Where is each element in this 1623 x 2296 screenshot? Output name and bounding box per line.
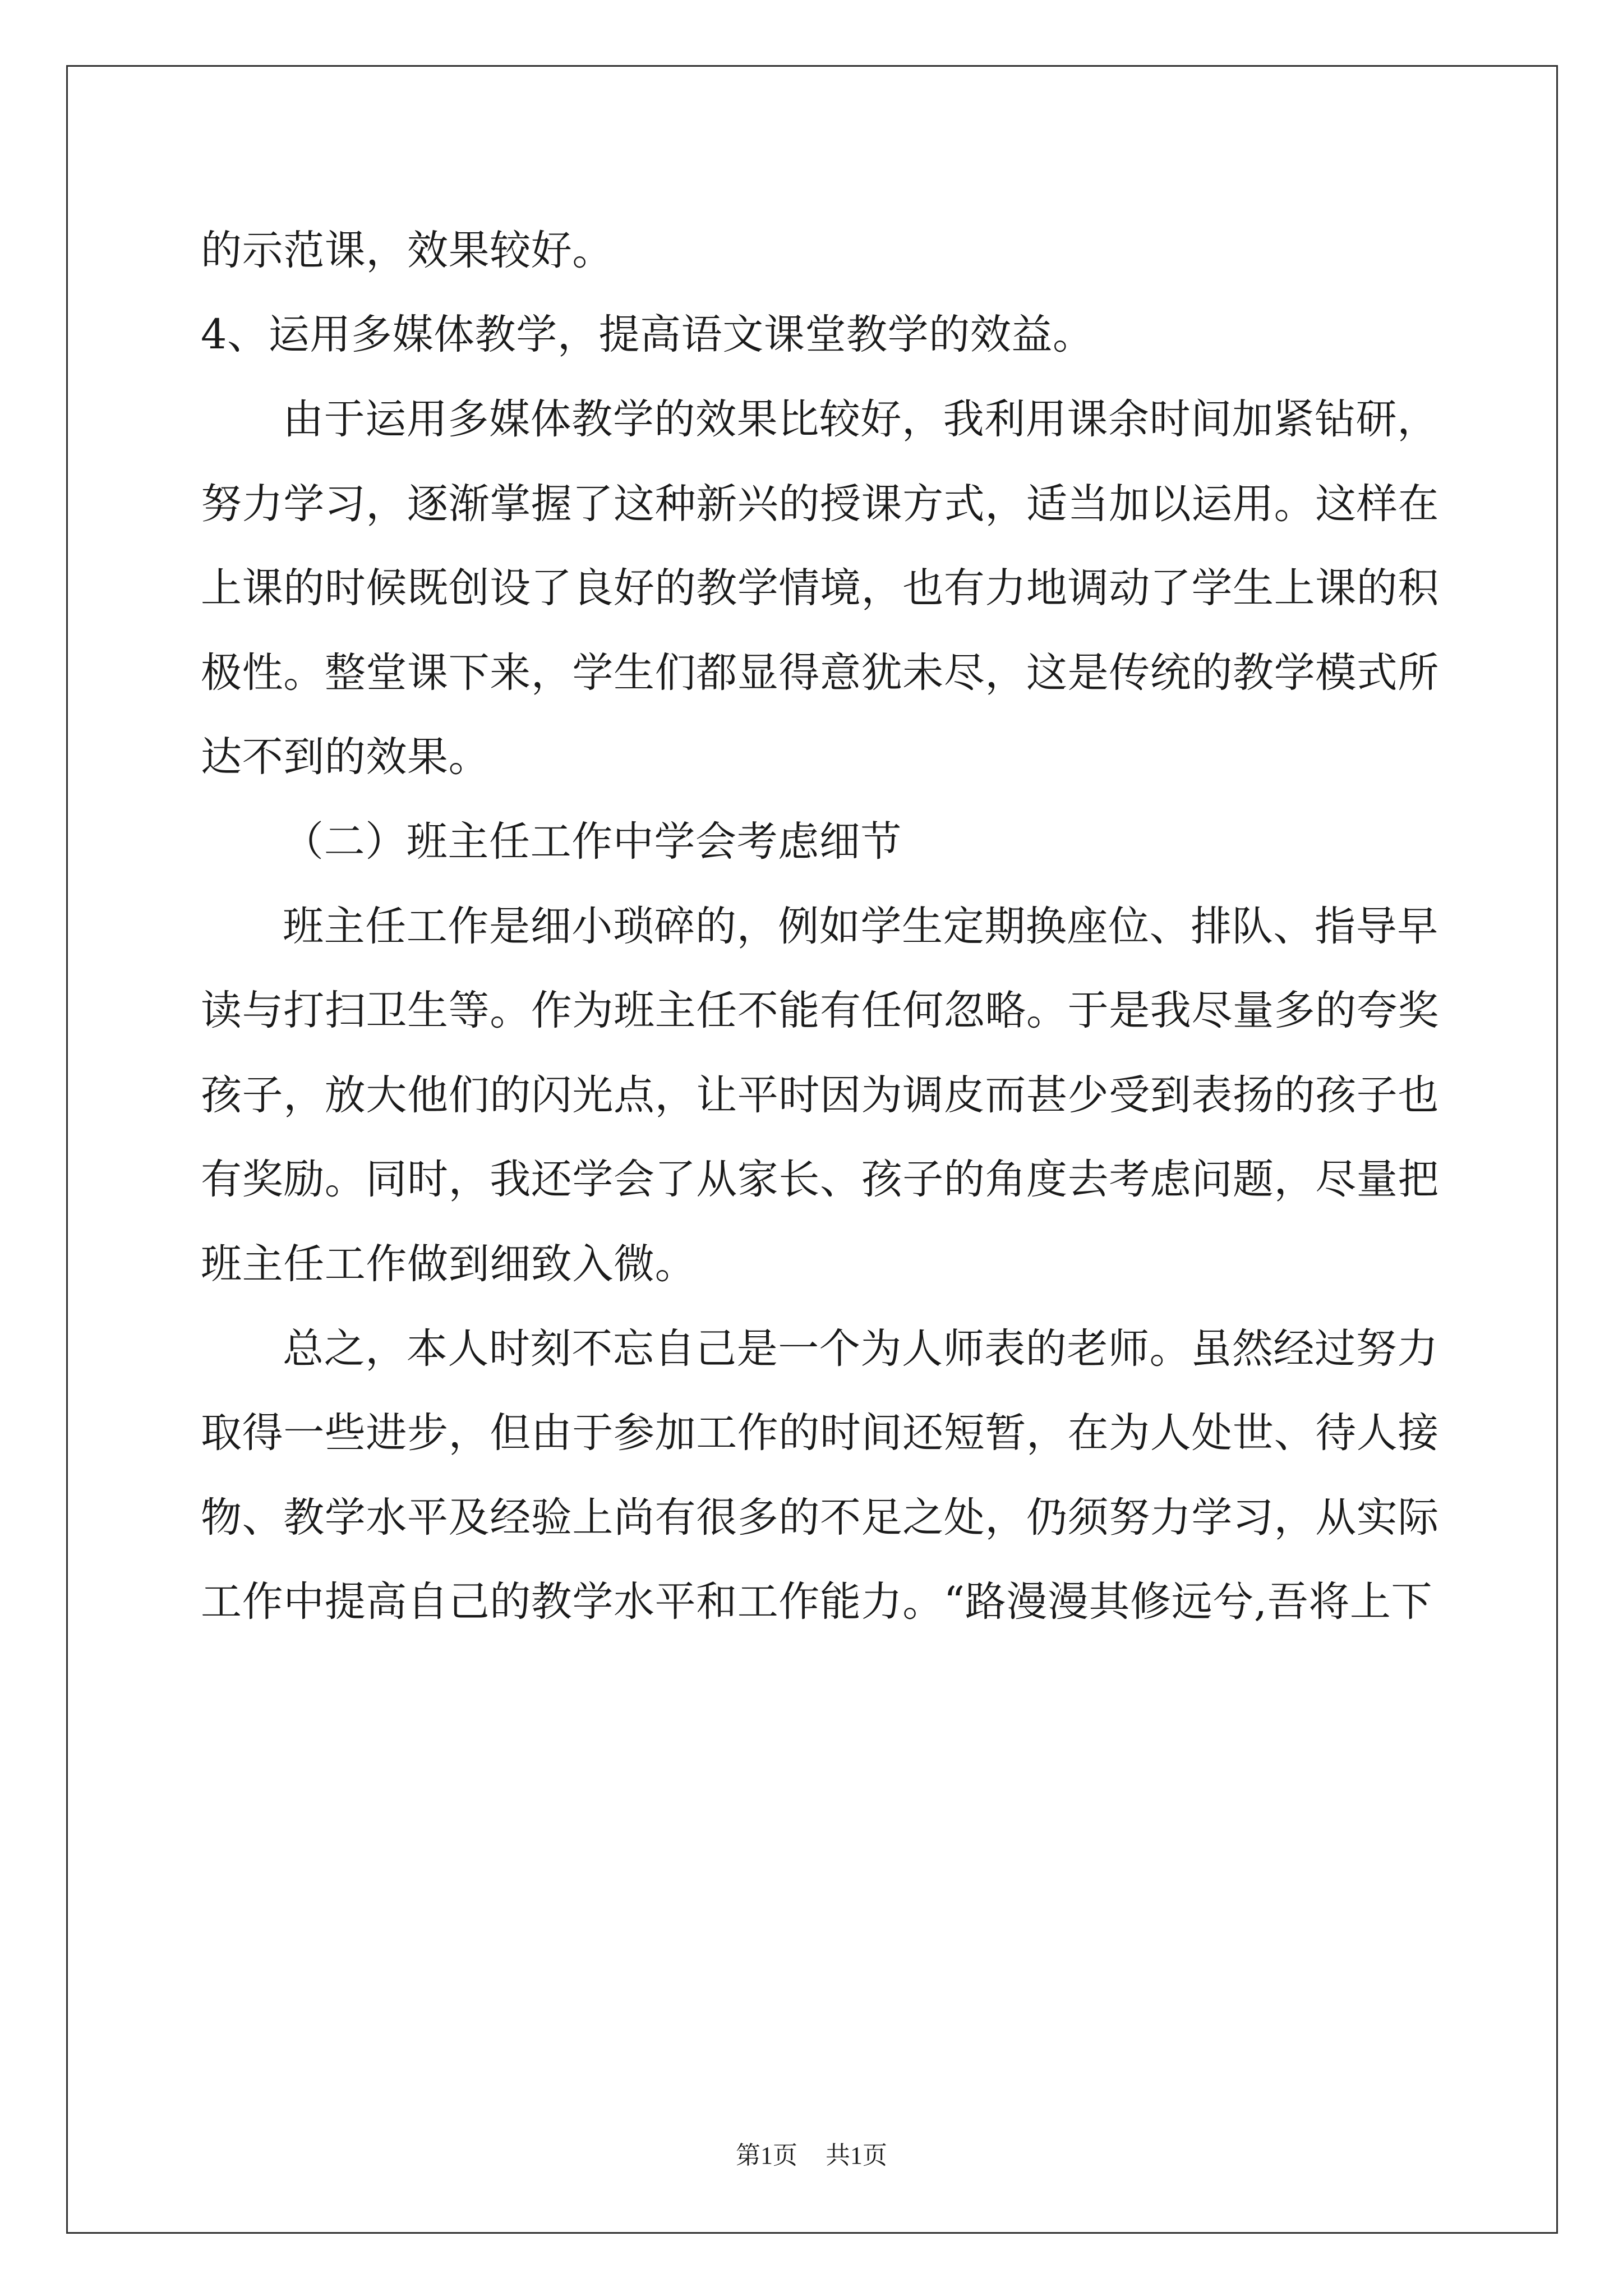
paragraph-line: 读与打扫卫生等。作为班主任不能有任何忽略。于是我尽量多的夸奖 [201,987,1439,1034]
paragraph-line: 班主任工作是细小琐碎的，例如学生定期换座位、排队、指导早 [283,903,1438,950]
paragraph-line: 物、教学水平及经验上尚有很多的不足之处，仍须努力学习，从实际 [201,1494,1439,1542]
paragraph-line: 努力学习，逐渐掌握了这种新兴的授课方式，适当加以运用。这样在 [201,480,1439,528]
paragraph-line: 极性。整堂课下来，学生们都显得意犹未尽，这是传统的教学模式所 [201,649,1439,697]
paragraph-line: 工作中提高自己的教学水平和工作能力。“路漫漫其修远兮,吾将上下 [201,1578,1433,1626]
paragraph-line: 总之，本人时刻不忘自己是一个为人师表的老师。虽然经过努力 [283,1325,1438,1373]
page-number: 第1页 [736,2142,797,2169]
text-line: 的示范课，效果较好。 [201,227,614,274]
paragraph-line: 由于运用多媒体教学的效果比较好，我利用课余时间加紧钻研， [283,395,1438,443]
page-total: 共1页 [826,2142,887,2169]
section-heading: （二）班主任工作中学会考虑细节 [283,818,902,866]
paragraph-line: 班主任工作做到细致入微。 [201,1240,697,1288]
paragraph-line: 孩子，放大他们的闪光点，让平时因为调皮而甚少受到表扬的孩子也 [201,1071,1439,1119]
page-footer [0,2135,1623,2171]
paragraph-line: 有奖励。同时，我还学会了从家长、孩子的角度去考虑问题，尽量把 [201,1156,1439,1203]
section-heading: 4、运用多媒体教学，提高语文课堂教学的效益。 [201,311,1094,358]
paragraph-line: 取得一些进步，但由于参加工作的时间还短暂，在为人处世、待人接 [201,1409,1439,1457]
paragraph-line: 上课的时候既创设了良好的教学情境，也有力地调动了学生上课的积 [201,564,1439,612]
paragraph-line: 达不到的效果。 [201,733,490,781]
